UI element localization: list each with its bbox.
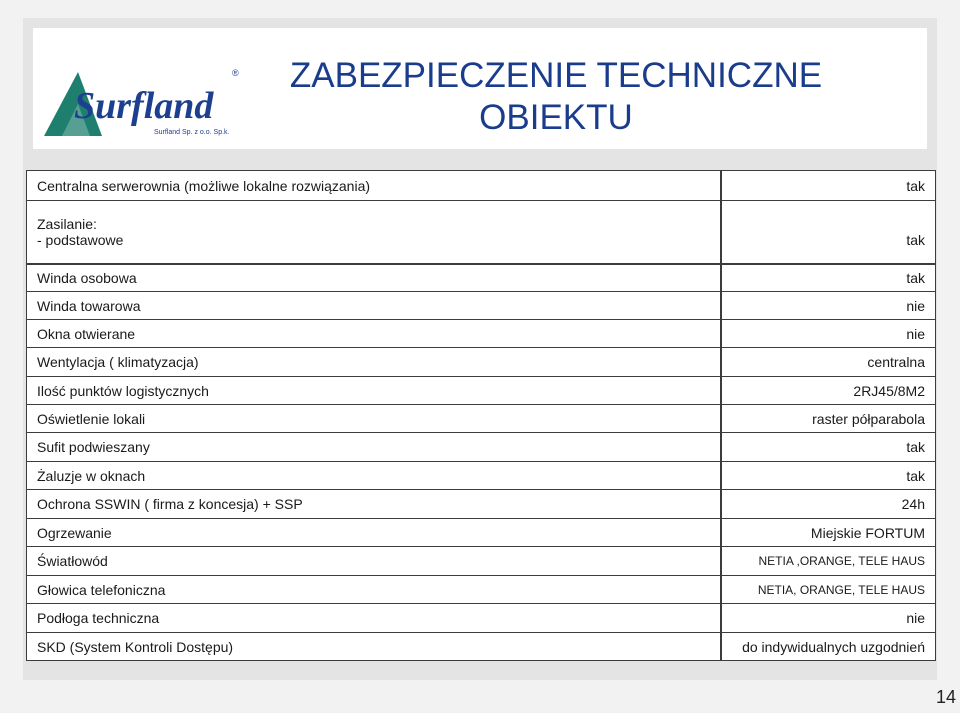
row-label: Ogrzewanie (27, 519, 722, 547)
page-title (250, 55, 862, 139)
row-value: Miejskie FORTUM (721, 519, 936, 547)
table-row (27, 547, 936, 576)
row-value: NETIA ,ORANGE, TELE HAUS (721, 547, 936, 576)
row-label: Winda osobowa (27, 264, 722, 292)
technical-specs-table (26, 170, 936, 661)
row-label: Ochrona SSWIN ( firma z koncesja) + SSP (27, 490, 722, 519)
row-label: Centralna serwerownia (możliwe lokalne rozwiązania) (27, 171, 722, 201)
table-row (27, 462, 936, 490)
table-row (27, 519, 936, 547)
row-value: centralna (721, 348, 936, 377)
row-value: tak (721, 264, 936, 292)
table-row (27, 171, 936, 201)
row-label: Okna otwierane (27, 320, 722, 348)
table-row (27, 201, 936, 264)
row-value: 24h (721, 490, 936, 519)
table-row (27, 405, 936, 433)
title-line-1: ZABEZPIECZENIE TECHNICZNE (289, 56, 823, 95)
row-label: Ilość punktów logistycznych (27, 377, 722, 405)
table-row (27, 348, 936, 377)
table-row (27, 320, 936, 348)
logo-registered-mark: ® (232, 68, 239, 78)
row-label: Żaluzje w oknach (27, 462, 722, 490)
row-value: nie (721, 604, 936, 633)
row-value-line: tak (906, 231, 925, 248)
row-label: Głowica telefoniczna (27, 576, 722, 604)
row-value: nie (721, 320, 936, 348)
row-value: do indywidualnych uzgodnień (721, 633, 936, 661)
table-row (27, 292, 936, 320)
row-label (27, 201, 722, 264)
table-row (27, 604, 936, 633)
row-label-line: - podstawowe (37, 231, 124, 248)
logo-brand-text: Surfland (74, 85, 214, 127)
row-value (721, 201, 936, 264)
table-row (27, 377, 936, 405)
table-row (27, 490, 936, 519)
table-row (27, 433, 936, 462)
row-label: Światłowód (27, 547, 722, 576)
row-value: tak (721, 171, 936, 201)
row-label: Wentylacja ( klimatyzacja) (27, 348, 722, 377)
row-label: Sufit podwieszany (27, 433, 722, 462)
table-row (27, 633, 936, 661)
table-row (27, 264, 936, 292)
logo-subtext: Surfland Sp. z o.o. Sp.k. (154, 129, 230, 136)
row-label: Oświetlenie lokali (27, 405, 722, 433)
row-label: Winda towarowa (27, 292, 722, 320)
row-value: 2RJ45/8M2 (721, 377, 936, 405)
title-line-2: OBIEKTU (479, 98, 633, 137)
row-value: tak (721, 462, 936, 490)
row-value: nie (721, 292, 936, 320)
row-value: tak (721, 433, 936, 462)
row-label-line: Zasilanie: (37, 215, 97, 232)
row-label: Podłoga techniczna (27, 604, 722, 633)
page-number: 14 (936, 687, 957, 707)
row-value: raster półparabola (721, 405, 936, 433)
row-value-line (732, 216, 925, 232)
table-row (27, 576, 936, 604)
row-label: SKD (System Kontroli Dostępu) (27, 633, 722, 661)
row-value: NETIA, ORANGE, TELE HAUS (721, 576, 936, 604)
surfland-logo (42, 62, 242, 142)
